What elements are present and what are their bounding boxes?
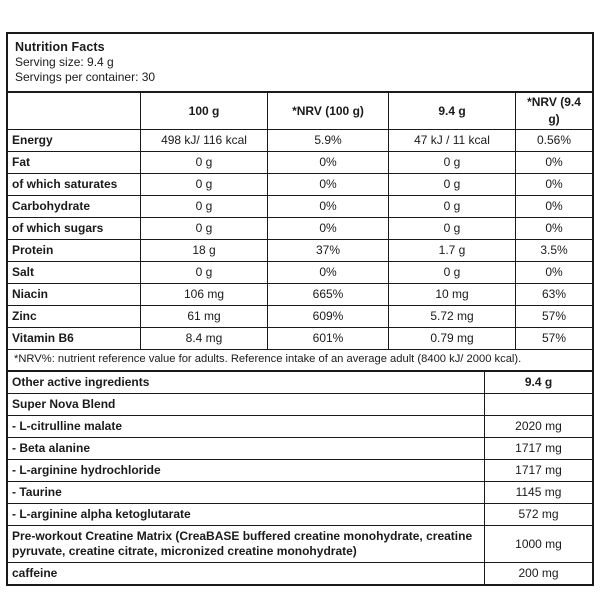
column-header-2: *NRV (100 g) bbox=[268, 93, 389, 130]
nutrient-value: 61 mg bbox=[141, 306, 268, 328]
nrv-footnote: *NRV%: nutrient reference value for adults. Reference intake of an average adult (8400 kJ/ 2000 kcal). bbox=[8, 349, 592, 372]
ingredient-amount: 2020 mg bbox=[485, 416, 593, 438]
page-title: Nutrition Facts bbox=[15, 40, 105, 54]
nutrient-value: 5.9% bbox=[268, 130, 389, 152]
nutrient-value: 0% bbox=[516, 218, 593, 240]
other-ingredients-serving: 9.4 g bbox=[485, 372, 593, 394]
nutrient-name: Vitamin B6 bbox=[8, 328, 141, 350]
nutrient-value: 665% bbox=[268, 284, 389, 306]
ingredient-name: - L-arginine alpha ketoglutarate bbox=[8, 504, 485, 526]
nutrient-value: 3.5% bbox=[516, 240, 593, 262]
nutrient-value: 0% bbox=[268, 152, 389, 174]
nutrient-value: 0 g bbox=[389, 174, 516, 196]
nutrient-name: Fat bbox=[8, 152, 141, 174]
column-header-4: *NRV (9.4 g) bbox=[516, 93, 593, 130]
ingredient-name: Pre-workout Creatine Matrix (CreaBASE buffered creatine monohydrate, creatine pyruvate, creatine citrate, micronized creatine monohydrate) bbox=[8, 526, 485, 563]
servings-per-container-text: Servings per container: 30 bbox=[15, 70, 156, 84]
ingredient-name: caffeine bbox=[8, 563, 485, 585]
list-item bbox=[8, 460, 592, 482]
nutrient-value: 63% bbox=[516, 284, 593, 306]
ingredient-amount: 572 mg bbox=[485, 504, 593, 526]
list-item bbox=[8, 482, 592, 504]
nutrient-value: 609% bbox=[268, 306, 389, 328]
nutrient-value: 57% bbox=[541, 331, 567, 345]
nutrient-value: 0 g bbox=[141, 152, 268, 174]
nutrient-value: 0.79 mg bbox=[389, 328, 516, 350]
nutrient-value: 0% bbox=[268, 262, 389, 284]
nutrition-table-header-row bbox=[8, 93, 592, 130]
nutrient-name: of which sugars bbox=[8, 218, 141, 240]
nutrient-value: 0 g bbox=[389, 196, 516, 218]
nutrient-value: 37% bbox=[268, 240, 389, 262]
table-row bbox=[8, 152, 592, 174]
nutrition-facts-panel bbox=[6, 32, 594, 586]
nutrient-value: 0% bbox=[268, 174, 389, 196]
table-row bbox=[8, 306, 592, 328]
nutrient-name: Energy bbox=[8, 130, 141, 152]
nutrient-name: Carbohydrate bbox=[8, 196, 141, 218]
nutrient-value: 0 g bbox=[141, 262, 268, 284]
ingredient-amount: 200 mg bbox=[518, 566, 559, 580]
table-row bbox=[8, 130, 592, 152]
table-row bbox=[8, 262, 592, 284]
nutrient-value: 0% bbox=[516, 152, 593, 174]
ingredient-name: Super Nova Blend bbox=[8, 394, 485, 416]
nutrient-value: 8.4 mg bbox=[141, 328, 268, 350]
nutrient-name: of which saturates bbox=[8, 174, 141, 196]
nutrient-name: Salt bbox=[8, 262, 141, 284]
nutrient-value: 1.7 g bbox=[389, 240, 516, 262]
ingredient-name: - L-citrulline malate bbox=[8, 416, 485, 438]
list-item bbox=[8, 504, 592, 526]
nutrient-value: 498 kJ/ 116 kcal bbox=[141, 130, 268, 152]
nutrient-value: 0 g bbox=[389, 152, 516, 174]
nutrient-value: 0.56% bbox=[516, 130, 593, 152]
list-item bbox=[8, 416, 592, 438]
list-item bbox=[8, 563, 592, 585]
nutrient-value: 57% bbox=[516, 306, 593, 328]
nutrient-value: 0 g bbox=[389, 218, 516, 240]
ingredient-name: - L-arginine hydrochloride bbox=[8, 460, 485, 482]
ingredient-amount: 1717 mg bbox=[485, 460, 593, 482]
nutrient-value: 0 g bbox=[389, 262, 516, 284]
ingredient-amount: 1717 mg bbox=[485, 438, 593, 460]
list-item bbox=[8, 394, 592, 416]
table-row bbox=[8, 196, 592, 218]
nutrient-value: 0% bbox=[516, 196, 593, 218]
ingredient-amount: 1145 mg bbox=[485, 482, 593, 504]
nutrient-value: 0% bbox=[268, 218, 389, 240]
table-row bbox=[8, 218, 592, 240]
nutrient-value: 10 mg bbox=[389, 284, 516, 306]
column-header-3: 9.4 g bbox=[389, 93, 516, 130]
nutrient-name: Niacin bbox=[8, 284, 141, 306]
nutrient-name: Zinc bbox=[8, 306, 141, 328]
table-row bbox=[8, 328, 592, 350]
table-row bbox=[8, 174, 592, 196]
table-row bbox=[8, 240, 592, 262]
ingredient-amount bbox=[485, 394, 593, 416]
nutrient-value: 601% bbox=[268, 328, 389, 350]
nutrient-value: 47 kJ / 11 kcal bbox=[389, 130, 516, 152]
column-header-1: 100 g bbox=[141, 93, 268, 130]
nutrient-value: 5.72 mg bbox=[389, 306, 516, 328]
nutrient-value: 18 g bbox=[141, 240, 268, 262]
table-row bbox=[8, 284, 592, 306]
list-item bbox=[8, 526, 592, 563]
nutrient-value: 0 g bbox=[141, 196, 268, 218]
nutrient-value: 0% bbox=[516, 262, 593, 284]
nutrient-value: 106 mg bbox=[141, 284, 268, 306]
other-ingredients-header-row bbox=[8, 372, 592, 394]
nutrient-value: 0 g bbox=[141, 218, 268, 240]
ingredient-name: - Taurine bbox=[8, 482, 485, 504]
heading-block bbox=[8, 34, 592, 93]
nutrient-name: Protein bbox=[8, 240, 141, 262]
list-item bbox=[8, 438, 592, 460]
other-ingredients-title: Other active ingredients bbox=[8, 372, 485, 394]
ingredient-name: - Beta alanine bbox=[8, 438, 485, 460]
other-active-ingredients-table bbox=[8, 372, 592, 584]
nutrition-table bbox=[8, 93, 592, 349]
nutrient-value: 0% bbox=[516, 174, 593, 196]
column-header-0 bbox=[8, 93, 141, 130]
ingredient-amount: 1000 mg bbox=[485, 526, 593, 563]
nutrient-value: 0 g bbox=[141, 174, 268, 196]
serving-size-text: Serving size: 9.4 g bbox=[15, 55, 114, 69]
nutrient-value: 0% bbox=[268, 196, 389, 218]
